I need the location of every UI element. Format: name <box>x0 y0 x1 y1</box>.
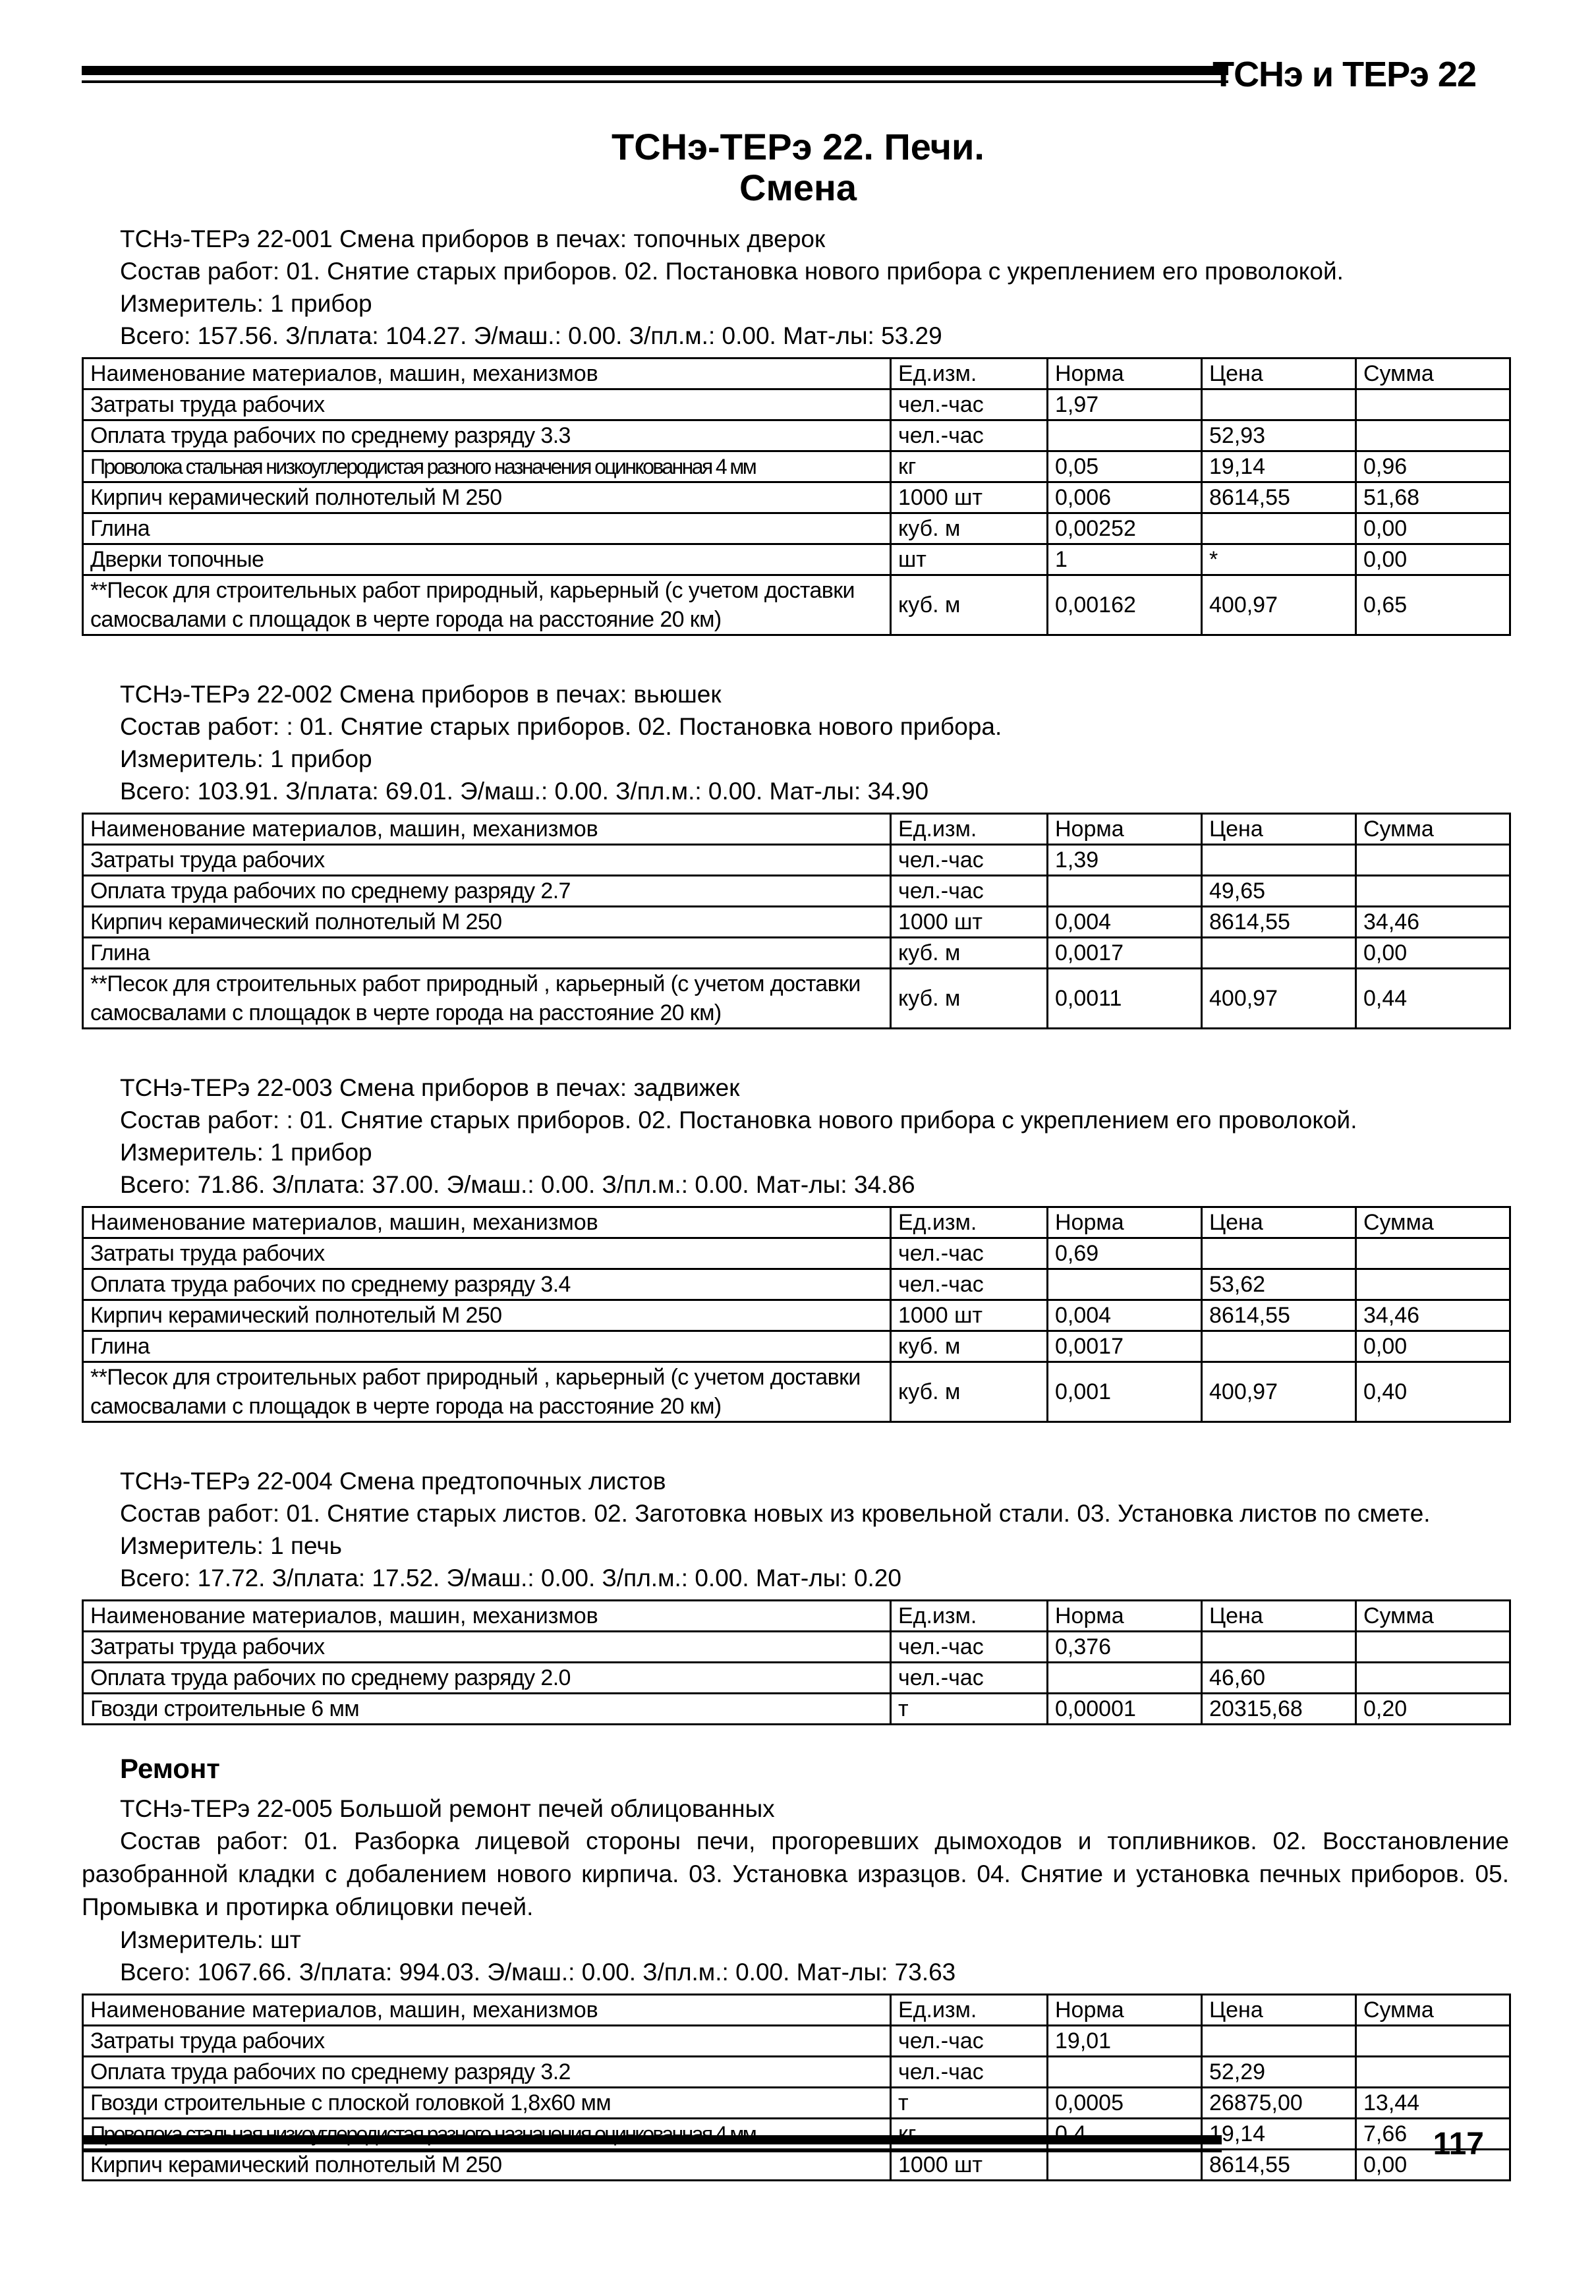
header-rule <box>82 66 1228 83</box>
page-title <box>0 127 1596 208</box>
price-cell: 52,93 <box>1202 420 1356 451</box>
column-header: Цена <box>1202 1601 1356 1632</box>
cost-totals: Всего: 71.86. З/плата: 37.00. Э/маш.: 0.00. З/пл.м.: 0.00. Мат-лы: 34.86 <box>120 1171 915 1198</box>
norm-section <box>82 1072 1509 1423</box>
table-header-row <box>83 359 1510 389</box>
running-header: ТСНэ и ТЕРэ 22 <box>1212 55 1476 94</box>
resource-name: Гвозди строительные 6 мм <box>83 1694 891 1725</box>
norm-code-title: ТСНэ-ТЕРэ 22-002 Смена приборов в печах: вьюшек <box>120 681 722 708</box>
sum-cell <box>1356 389 1510 420</box>
unit-cell: чел.-час <box>891 1238 1048 1269</box>
resource-name: Кирпич керамический полнотелый М 250 <box>83 2150 891 2181</box>
resource-name: Оплата труда рабочих по среднему разряду 3.3 <box>83 420 891 451</box>
table-header-row <box>83 814 1510 845</box>
unit-cell: куб. м <box>891 1331 1048 1362</box>
norm-cell <box>1048 1269 1202 1300</box>
norm-cell: 0,69 <box>1048 1238 1202 1269</box>
table-row <box>83 513 1510 544</box>
table-row <box>83 876 1510 907</box>
resource-name: Кирпич керамический полнотелый М 250 <box>83 482 891 513</box>
sum-cell <box>1356 2057 1510 2088</box>
column-header: Норма <box>1048 1995 1202 2026</box>
works-description: Состав работ: 01. Разборка лицевой стороны печи, прогоревших дымоходов и топливников. 02. Восстановление разобранной кладки с добалением нового кирпича. 03. Установка изразцов. 04. Снятие и установка печных приборов. 05. Промывка и протирка облицовки печей. <box>82 1827 1509 1920</box>
unit-cell: чел.-час <box>891 1663 1048 1694</box>
resource-name: Оплата труда рабочих по среднему разряду 3.4 <box>83 1269 891 1300</box>
table-row <box>83 1632 1510 1663</box>
price-cell: 8614,55 <box>1202 907 1356 938</box>
resource-name: Проволока стальная низкоуглеродистая разного назначения оцинкованная 4 мм <box>83 451 891 482</box>
sum-cell: 0,00 <box>1356 1331 1510 1362</box>
repair-heading: Ремонт <box>120 1753 220 1784</box>
table-row <box>83 1331 1510 1362</box>
price-cell <box>1202 845 1356 876</box>
resources-table <box>82 1599 1511 1725</box>
cost-totals: Всего: 1067.66. З/плата: 994.03. Э/маш.: 0.00. З/пл.м.: 0.00. Мат-лы: 73.63 <box>120 1959 956 1986</box>
table-header-row <box>83 1995 1510 2026</box>
resources-table <box>82 813 1511 1029</box>
table-row <box>83 969 1510 1029</box>
table-row <box>83 420 1510 451</box>
norm-cell: 0,00162 <box>1048 575 1202 635</box>
unit-cell: шт <box>891 544 1048 575</box>
price-cell <box>1202 1331 1356 1362</box>
price-cell <box>1202 1238 1356 1269</box>
measure-unit: Измеритель: 1 печь <box>120 1532 342 1559</box>
norm-cell: 0,006 <box>1048 482 1202 513</box>
table-row <box>83 1269 1510 1300</box>
works-description: Состав работ: : 01. Снятие старых приборов. 02. Постановка нового прибора с укреплением его проволокой. <box>120 1106 1357 1134</box>
column-header: Наименование материалов, машин, механизмов <box>83 814 891 845</box>
sum-cell: 0,00 <box>1356 513 1510 544</box>
resources-table <box>82 357 1511 636</box>
column-header: Ед.изм. <box>891 359 1048 389</box>
sum-cell: 0,00 <box>1356 2150 1510 2181</box>
cost-totals: Всего: 103.91. З/плата: 69.01. Э/маш.: 0.00. З/пл.м.: 0.00. Мат-лы: 34.90 <box>120 778 929 805</box>
unit-cell: 1000 шт <box>891 1300 1048 1331</box>
column-header: Ед.изм. <box>891 1601 1048 1632</box>
sum-cell <box>1356 2026 1510 2057</box>
works-description: Состав работ: : 01. Снятие старых приборов. 02. Постановка нового прибора. <box>120 713 1002 740</box>
resource-name: Глина <box>83 1331 891 1362</box>
norm-cell: 0,376 <box>1048 1632 1202 1663</box>
table-row <box>83 451 1510 482</box>
measure-unit: Измеритель: 1 прибор <box>120 290 372 317</box>
price-cell: 400,97 <box>1202 575 1356 635</box>
price-cell: 400,97 <box>1202 1362 1356 1422</box>
sum-cell: 7,66 <box>1356 2119 1510 2150</box>
column-header: Сумма <box>1356 359 1510 389</box>
resource-name: Проволока стальная низкоуглеродистая разного назначения оцинкованная 4 мм <box>83 2119 891 2150</box>
table-row <box>83 544 1510 575</box>
resources-table <box>82 1206 1511 1423</box>
unit-cell: т <box>891 1694 1048 1725</box>
resources-table <box>82 1994 1511 2181</box>
sum-cell: 0,20 <box>1356 1694 1510 1725</box>
table-row <box>83 389 1510 420</box>
sum-cell: 51,68 <box>1356 482 1510 513</box>
norm-cell <box>1048 876 1202 907</box>
column-header: Ед.изм. <box>891 1207 1048 1238</box>
resource-name: Оплата труда рабочих по среднему разряду 3.2 <box>83 2057 891 2088</box>
norm-cell: 0,05 <box>1048 451 1202 482</box>
works-description: Состав работ: 01. Снятие старых приборов. 02. Постановка нового прибора с укреплением его проволокой. <box>120 258 1344 285</box>
unit-cell: куб. м <box>891 938 1048 969</box>
sum-cell: 0,40 <box>1356 1362 1510 1422</box>
unit-cell: чел.-час <box>891 420 1048 451</box>
unit-cell: куб. м <box>891 1362 1048 1422</box>
column-header: Норма <box>1048 359 1202 389</box>
resource-name: Затраты труда рабочих <box>83 845 891 876</box>
sum-cell: 13,44 <box>1356 2088 1510 2119</box>
unit-cell: 1000 шт <box>891 482 1048 513</box>
column-header: Наименование материалов, машин, механизмов <box>83 1995 891 2026</box>
price-cell: 26875,00 <box>1202 2088 1356 2119</box>
sum-cell: 0,65 <box>1356 575 1510 635</box>
unit-cell: чел.-час <box>891 845 1048 876</box>
norm-cell: 0,0011 <box>1048 969 1202 1029</box>
sum-cell <box>1356 1269 1510 1300</box>
table-header-row <box>83 1207 1510 1238</box>
price-cell <box>1202 2026 1356 2057</box>
table-row <box>83 1663 1510 1694</box>
resource-name: Затраты труда рабочих <box>83 1238 891 1269</box>
resource-name: **Песок для строительных работ природный , карьерный (с учетом доставки самосвалами с площадок в черте города на расстояние 20 км) <box>83 969 891 1029</box>
table-row <box>83 1362 1510 1422</box>
price-cell: 8614,55 <box>1202 482 1356 513</box>
sum-cell <box>1356 420 1510 451</box>
norm-cell <box>1048 1663 1202 1694</box>
column-header: Норма <box>1048 1601 1202 1632</box>
norm-section <box>82 1753 1509 2181</box>
sum-cell: 0,00 <box>1356 544 1510 575</box>
sum-cell: 0,96 <box>1356 451 1510 482</box>
unit-cell: т <box>891 2088 1048 2119</box>
sum-cell <box>1356 876 1510 907</box>
sum-cell <box>1356 1632 1510 1663</box>
resource-name: Оплата труда рабочих по среднему разряду 2.0 <box>83 1663 891 1694</box>
footer-rule <box>82 2135 1222 2152</box>
unit-cell: кг <box>891 2119 1048 2150</box>
measure-unit: Измеритель: 1 прибор <box>120 1139 372 1166</box>
price-cell: 8614,55 <box>1202 1300 1356 1331</box>
price-cell: 49,65 <box>1202 876 1356 907</box>
resource-name: Дверки топочные <box>83 544 891 575</box>
norm-cell: 19,01 <box>1048 2026 1202 2057</box>
table-row <box>83 2057 1510 2088</box>
column-header: Ед.изм. <box>891 814 1048 845</box>
resource-name: Глина <box>83 513 891 544</box>
norm-cell: 0,004 <box>1048 1300 1202 1331</box>
norm-cell: 0,00001 <box>1048 1694 1202 1725</box>
column-header: Ед.изм. <box>891 1995 1048 2026</box>
norm-cell <box>1048 420 1202 451</box>
norm-code-title: ТСНэ-ТЕРэ 22-001 Смена приборов в печах: топочных дверок <box>120 225 826 252</box>
column-header: Цена <box>1202 814 1356 845</box>
resource-name: Гвозди строительные с плоской головкой 1,8х60 мм <box>83 2088 891 2119</box>
resource-name: Затраты труда рабочих <box>83 389 891 420</box>
table-header-row <box>83 1601 1510 1632</box>
norms-content <box>82 223 1509 2181</box>
price-cell: 46,60 <box>1202 1663 1356 1694</box>
price-cell: 53,62 <box>1202 1269 1356 1300</box>
price-cell <box>1202 1632 1356 1663</box>
price-cell <box>1202 389 1356 420</box>
sum-cell <box>1356 1663 1510 1694</box>
column-header: Сумма <box>1356 1995 1510 2026</box>
resource-name: Оплата труда рабочих по среднему разряду 2.7 <box>83 876 891 907</box>
column-header: Цена <box>1202 1995 1356 2026</box>
unit-cell: чел.-час <box>891 2026 1048 2057</box>
unit-cell: кг <box>891 451 1048 482</box>
column-header: Сумма <box>1356 1601 1510 1632</box>
resource-name: Затраты труда рабочих <box>83 2026 891 2057</box>
table-row <box>83 2150 1510 2181</box>
table-row <box>83 2088 1510 2119</box>
resource-name: Кирпич керамический полнотелый М 250 <box>83 1300 891 1331</box>
resource-name: **Песок для строительных работ природный , карьерный (с учетом доставки самосвалами с площадок в черте города на расстояние 20 км) <box>83 1362 891 1422</box>
norm-cell: 0,001 <box>1048 1362 1202 1422</box>
norm-section <box>82 678 1509 1029</box>
resource-name: Затраты труда рабочих <box>83 1632 891 1663</box>
price-cell <box>1202 938 1356 969</box>
norm-cell: 0,004 <box>1048 907 1202 938</box>
table-row <box>83 482 1510 513</box>
unit-cell: 1000 шт <box>891 2150 1048 2181</box>
price-cell: 19,14 <box>1202 2119 1356 2150</box>
sum-cell <box>1356 845 1510 876</box>
price-cell: 20315,68 <box>1202 1694 1356 1725</box>
norm-code-title: ТСНэ-ТЕРэ 22-005 Большой ремонт печей облицованных <box>120 1795 775 1822</box>
norm-cell: 1,97 <box>1048 389 1202 420</box>
sum-cell <box>1356 1238 1510 1269</box>
column-header: Цена <box>1202 359 1356 389</box>
sum-cell: 0,44 <box>1356 969 1510 1029</box>
norm-cell: 0,0005 <box>1048 2088 1202 2119</box>
unit-cell: 1000 шт <box>891 907 1048 938</box>
works-description: Состав работ: 01. Снятие старых листов. 02. Заготовка новых из кровельной стали. 03. Установка листов по смете. <box>120 1500 1431 1527</box>
cost-totals: Всего: 17.72. З/плата: 17.52. Э/маш.: 0.00. З/пл.м.: 0.00. Мат-лы: 0.20 <box>120 1564 901 1592</box>
unit-cell: чел.-час <box>891 389 1048 420</box>
table-row <box>83 1694 1510 1725</box>
price-cell: 8614,55 <box>1202 2150 1356 2181</box>
norm-cell: 0,0017 <box>1048 1331 1202 1362</box>
price-cell: 19,14 <box>1202 451 1356 482</box>
table-row <box>83 938 1510 969</box>
column-header: Сумма <box>1356 814 1510 845</box>
unit-cell: куб. м <box>891 969 1048 1029</box>
unit-cell: чел.-час <box>891 876 1048 907</box>
column-header: Норма <box>1048 814 1202 845</box>
unit-cell: чел.-час <box>891 1632 1048 1663</box>
column-header: Норма <box>1048 1207 1202 1238</box>
sum-cell: 34,46 <box>1356 1300 1510 1331</box>
column-header: Наименование материалов, машин, механизмов <box>83 1601 891 1632</box>
table-row <box>83 575 1510 635</box>
norm-code-title: ТСНэ-ТЕРэ 22-004 Смена предтопочных листов <box>120 1468 666 1495</box>
page-title-line-2: Смена <box>739 167 857 208</box>
page-title-line-1: ТСНэ-ТЕРэ 22. Печи. <box>612 126 984 167</box>
resource-name: Кирпич керамический полнотелый М 250 <box>83 907 891 938</box>
page-number: 117 <box>1433 2127 1484 2162</box>
price-cell: * <box>1202 544 1356 575</box>
unit-cell: чел.-час <box>891 1269 1048 1300</box>
norm-cell: 0,00252 <box>1048 513 1202 544</box>
norm-cell: 0,0017 <box>1048 938 1202 969</box>
norm-cell: 1,39 <box>1048 845 1202 876</box>
resource-name: Глина <box>83 938 891 969</box>
column-header: Наименование материалов, машин, механизмов <box>83 1207 891 1238</box>
norm-cell: 0,4 <box>1048 2119 1202 2150</box>
column-header: Сумма <box>1356 1207 1510 1238</box>
measure-unit: Измеритель: шт <box>120 1926 301 1953</box>
column-header: Цена <box>1202 1207 1356 1238</box>
unit-cell: куб. м <box>891 575 1048 635</box>
unit-cell: чел.-час <box>891 2057 1048 2088</box>
norm-section <box>82 1465 1509 1725</box>
column-header: Наименование материалов, машин, механизмов <box>83 359 891 389</box>
norm-cell <box>1048 2150 1202 2181</box>
cost-totals: Всего: 157.56. З/плата: 104.27. Э/маш.: 0.00. З/пл.м.: 0.00. Мат-лы: 53.29 <box>120 322 942 349</box>
price-cell: 52,29 <box>1202 2057 1356 2088</box>
price-cell: 400,97 <box>1202 969 1356 1029</box>
price-cell <box>1202 513 1356 544</box>
table-row <box>83 1300 1510 1331</box>
table-row <box>83 2026 1510 2057</box>
sum-cell: 34,46 <box>1356 907 1510 938</box>
table-row <box>83 845 1510 876</box>
unit-cell: куб. м <box>891 513 1048 544</box>
norm-cell <box>1048 2057 1202 2088</box>
table-row <box>83 907 1510 938</box>
norm-section <box>82 223 1509 636</box>
sum-cell: 0,00 <box>1356 938 1510 969</box>
measure-unit: Измеритель: 1 прибор <box>120 745 372 772</box>
norm-cell: 1 <box>1048 544 1202 575</box>
table-row <box>83 1238 1510 1269</box>
norm-code-title: ТСНэ-ТЕРэ 22-003 Смена приборов в печах: задвижек <box>120 1074 740 1101</box>
resource-name: **Песок для строительных работ природный, карьерный (с учетом доставки самосвалами с площадок в черте города на расстояние 20 км) <box>83 575 891 635</box>
